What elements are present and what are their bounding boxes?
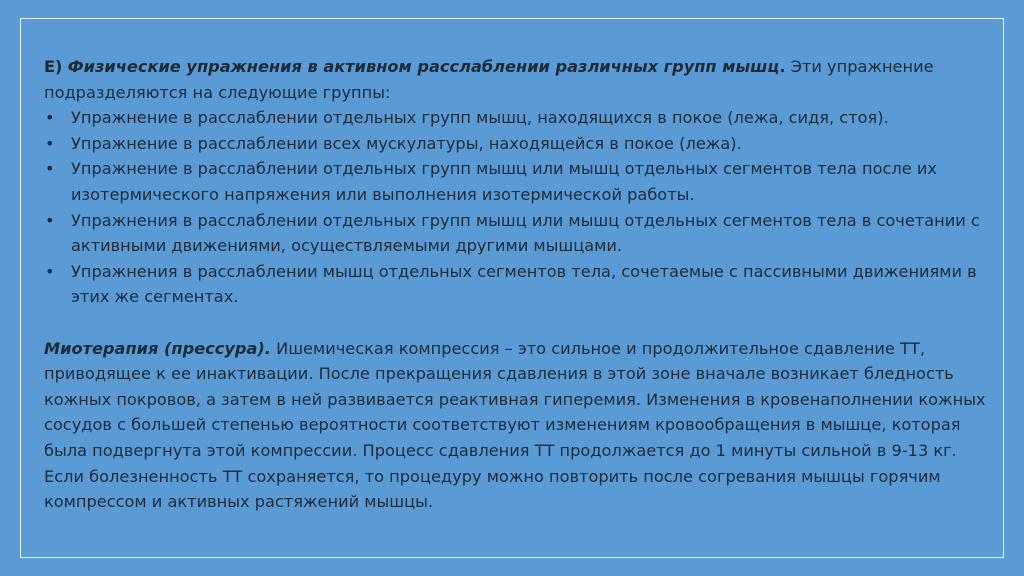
section-1-title: Физические упражнения в активном расслаблении различных групп мышц bbox=[67, 57, 780, 76]
exercise-group-list bbox=[44, 105, 994, 310]
list-item bbox=[44, 156, 994, 207]
section-1-title-period: . bbox=[779, 57, 786, 76]
bullet-icon: • bbox=[45, 159, 55, 179]
list-item bbox=[44, 208, 994, 259]
bullet-icon: • bbox=[45, 261, 55, 281]
section-1-intro-text: Эти упражнение подразделяются на следующие группы: bbox=[44, 57, 934, 102]
bullet-icon: • bbox=[45, 133, 55, 153]
section-2-title: Миотерапия (прессура). bbox=[44, 338, 271, 358]
list-item-text: Упражнение в расслаблении всех мускулатуры, находящейся в покое (лежа). bbox=[71, 133, 742, 153]
slide-content bbox=[44, 54, 994, 515]
list-item bbox=[44, 259, 994, 310]
list-item-text: Упражнение в расслаблении отдельных групп мышц, находящихся в покое (лежа, сидя, стоя). bbox=[71, 108, 889, 128]
section-1-label: Е) bbox=[44, 57, 63, 76]
bullet-icon: • bbox=[45, 210, 55, 230]
section-2-paragraph bbox=[44, 336, 994, 515]
list-item bbox=[44, 131, 994, 157]
section-2-body: Ишемическая компрессия – это сильное и продолжительное сдавление ТТ, приводящее к ее инактивации. После прекращения сдавления в этой зоне вначале возникает бледность кожных покровов, а затем в ней развивается реактивная гиперемия. Изменения в кровенаполнении кожных сосудов с большей степенью вероятности соответствуют изменениям кровообращения в мышце, которая была подвергнута этой компрессии. Процесс сдавления ТТ продолжается до 1 минуты сильной в 9-13 кг. Если болезненность ТТ сохраняется, то процедуру можно повторить после согревания мышцы горячим компрессом и активных растяжений мышцы. bbox=[44, 338, 986, 512]
list-item bbox=[44, 105, 994, 131]
bullet-icon: • bbox=[45, 108, 55, 128]
list-item-text: Упражнения в расслаблении отдельных групп мышц или мышц отдельных сегментов тела в сочетании с активными движениями, осуществляемыми другими мышцами. bbox=[71, 210, 980, 256]
list-item-text: Упражнения в расслаблении мышц отдельных сегментов тела, сочетаемые с пассивными движениями в этих же сегментах. bbox=[71, 261, 977, 307]
paragraph-spacer bbox=[44, 310, 994, 336]
list-item-text: Упражнение в расслаблении отдельных групп мышц или мышц отдельных сегментов тела после их изотермического напряжения или выполнения изотермической работы. bbox=[71, 159, 937, 204]
section-1-intro bbox=[44, 54, 994, 105]
